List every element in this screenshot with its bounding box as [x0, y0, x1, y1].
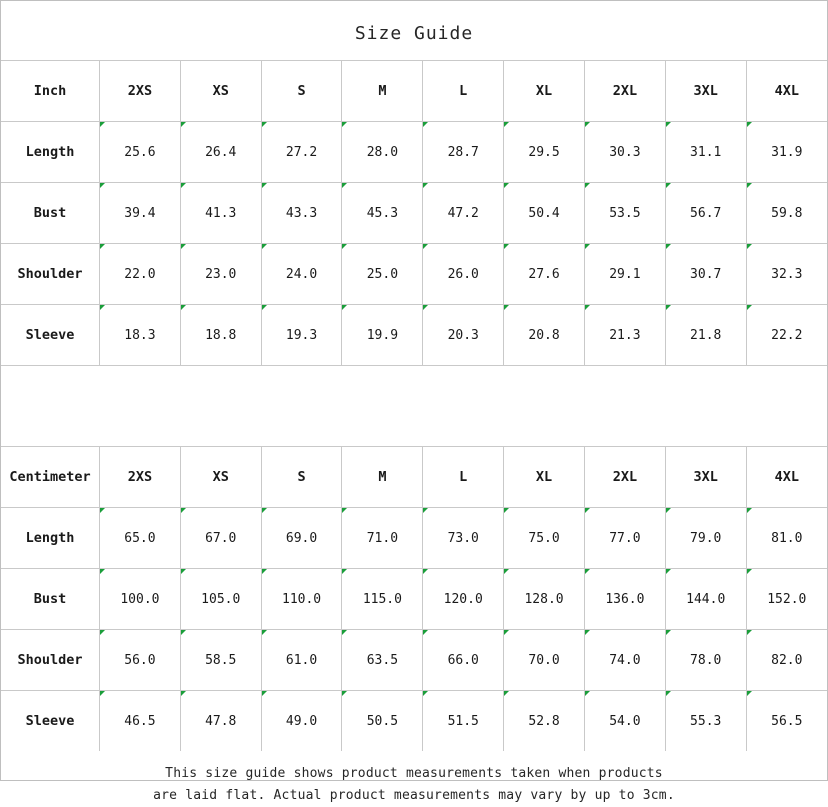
corner-mark-icon	[747, 630, 752, 635]
corner-mark-icon	[181, 244, 186, 249]
size-header-3xl: 3XL	[665, 447, 746, 508]
table-cell: 136.0	[584, 569, 665, 630]
size-header-s: S	[261, 61, 342, 122]
corner-mark-icon	[666, 122, 671, 127]
table-row	[1, 305, 827, 366]
footer-note	[1, 751, 827, 807]
corner-mark-icon	[100, 508, 105, 513]
corner-mark-icon	[181, 630, 186, 635]
table-cell: 75.0	[504, 508, 585, 569]
corner-mark-icon	[585, 691, 590, 696]
corner-mark-icon	[423, 508, 428, 513]
table-cell: 22.2	[746, 305, 827, 366]
corner-mark-icon	[423, 244, 428, 249]
table-cell: 71.0	[342, 508, 423, 569]
table-header-row	[1, 447, 827, 508]
table-cell: 50.5	[342, 691, 423, 752]
table-row	[1, 569, 827, 630]
corner-mark-icon	[666, 508, 671, 513]
table-cell: 26.4	[180, 122, 261, 183]
unit-label-centimeter: Centimeter	[1, 447, 100, 508]
corner-mark-icon	[747, 305, 752, 310]
corner-mark-icon	[262, 508, 267, 513]
corner-mark-icon	[504, 630, 509, 635]
corner-mark-icon	[181, 305, 186, 310]
table-cell: 18.3	[100, 305, 181, 366]
table-cell: 22.0	[100, 244, 181, 305]
corner-mark-icon	[585, 305, 590, 310]
table-cell: 21.3	[584, 305, 665, 366]
corner-mark-icon	[747, 122, 752, 127]
table-cell: 28.0	[342, 122, 423, 183]
size-header-l: L	[423, 61, 504, 122]
measure-label-sleeve: Sleeve	[1, 691, 100, 752]
size-table-centimeter-body	[1, 447, 827, 751]
table-cell: 144.0	[665, 569, 746, 630]
corner-mark-icon	[181, 508, 186, 513]
table-cell: 66.0	[423, 630, 504, 691]
size-header-3xl: 3XL	[665, 61, 746, 122]
measure-label-bust: Bust	[1, 569, 100, 630]
corner-mark-icon	[262, 630, 267, 635]
corner-mark-icon	[747, 569, 752, 574]
table-cell: 29.5	[504, 122, 585, 183]
corner-mark-icon	[423, 630, 428, 635]
corner-mark-icon	[181, 183, 186, 188]
table-cell: 45.3	[342, 183, 423, 244]
table-row	[1, 183, 827, 244]
corner-mark-icon	[181, 569, 186, 574]
table-cell: 39.4	[100, 183, 181, 244]
corner-mark-icon	[504, 122, 509, 127]
table-cell: 24.0	[261, 244, 342, 305]
corner-mark-icon	[100, 305, 105, 310]
corner-mark-icon	[504, 691, 509, 696]
table-cell: 77.0	[584, 508, 665, 569]
table-cell: 19.3	[261, 305, 342, 366]
measure-label-length: Length	[1, 508, 100, 569]
footer-line-1: This size guide shows product measurements taken when products	[165, 766, 663, 781]
corner-mark-icon	[262, 183, 267, 188]
corner-mark-icon	[504, 305, 509, 310]
corner-mark-icon	[423, 305, 428, 310]
corner-mark-icon	[585, 508, 590, 513]
table-cell: 56.7	[665, 183, 746, 244]
size-table-inch	[1, 61, 827, 365]
corner-mark-icon	[262, 122, 267, 127]
table-cell: 55.3	[665, 691, 746, 752]
size-header-m: M	[342, 61, 423, 122]
table-cell: 79.0	[665, 508, 746, 569]
corner-mark-icon	[423, 183, 428, 188]
table-header-row	[1, 61, 827, 122]
table-cell: 49.0	[261, 691, 342, 752]
size-header-4xl: 4XL	[746, 447, 827, 508]
corner-mark-icon	[747, 691, 752, 696]
tables-container	[1, 60, 827, 751]
table-cell: 28.7	[423, 122, 504, 183]
size-table-inch-body	[1, 61, 827, 365]
table-cell: 30.3	[584, 122, 665, 183]
table-cell: 31.9	[746, 122, 827, 183]
table-cell: 20.8	[504, 305, 585, 366]
size-header-l: L	[423, 447, 504, 508]
table-cell: 69.0	[261, 508, 342, 569]
corner-mark-icon	[100, 569, 105, 574]
measure-label-sleeve: Sleeve	[1, 305, 100, 366]
table-cell: 74.0	[584, 630, 665, 691]
table-cell: 81.0	[746, 508, 827, 569]
table-cell: 78.0	[665, 630, 746, 691]
table-cell: 26.0	[423, 244, 504, 305]
corner-mark-icon	[100, 244, 105, 249]
table-cell: 58.5	[180, 630, 261, 691]
size-header-xs: XS	[180, 447, 261, 508]
table-cell: 59.8	[746, 183, 827, 244]
table-cell: 46.5	[100, 691, 181, 752]
table-cell: 18.8	[180, 305, 261, 366]
table-cell: 73.0	[423, 508, 504, 569]
table-row	[1, 244, 827, 305]
corner-mark-icon	[747, 183, 752, 188]
corner-mark-icon	[666, 630, 671, 635]
corner-mark-icon	[504, 508, 509, 513]
corner-mark-icon	[666, 305, 671, 310]
corner-mark-icon	[585, 244, 590, 249]
table-cell: 31.1	[665, 122, 746, 183]
corner-mark-icon	[504, 244, 509, 249]
corner-mark-icon	[666, 244, 671, 249]
corner-mark-icon	[585, 630, 590, 635]
corner-mark-icon	[342, 630, 347, 635]
table-cell: 110.0	[261, 569, 342, 630]
table-cell: 29.1	[584, 244, 665, 305]
table-cell: 32.3	[746, 244, 827, 305]
table-cell: 128.0	[504, 569, 585, 630]
size-header-2xs: 2XS	[100, 61, 181, 122]
table-cell: 56.5	[746, 691, 827, 752]
table-cell: 27.6	[504, 244, 585, 305]
table-cell: 30.7	[665, 244, 746, 305]
table-cell: 115.0	[342, 569, 423, 630]
corner-mark-icon	[423, 691, 428, 696]
table-separator	[1, 365, 827, 447]
corner-mark-icon	[423, 122, 428, 127]
table-row	[1, 122, 827, 183]
corner-mark-icon	[342, 244, 347, 249]
size-header-s: S	[261, 447, 342, 508]
size-header-2xl: 2XL	[584, 447, 665, 508]
table-cell: 70.0	[504, 630, 585, 691]
footer-line-2: are laid flat. Actual product measurements may vary by up to 3cm.	[153, 788, 675, 803]
table-row	[1, 630, 827, 691]
table-cell: 100.0	[100, 569, 181, 630]
measure-label-length: Length	[1, 122, 100, 183]
table-cell: 54.0	[584, 691, 665, 752]
measure-label-bust: Bust	[1, 183, 100, 244]
corner-mark-icon	[342, 508, 347, 513]
table-cell: 61.0	[261, 630, 342, 691]
table-cell: 120.0	[423, 569, 504, 630]
corner-mark-icon	[262, 691, 267, 696]
table-cell: 105.0	[180, 569, 261, 630]
table-cell: 82.0	[746, 630, 827, 691]
corner-mark-icon	[666, 691, 671, 696]
corner-mark-icon	[342, 122, 347, 127]
corner-mark-icon	[585, 569, 590, 574]
size-table-centimeter	[1, 447, 827, 751]
table-row	[1, 691, 827, 752]
table-cell: 63.5	[342, 630, 423, 691]
table-cell: 65.0	[100, 508, 181, 569]
corner-mark-icon	[181, 122, 186, 127]
table-cell: 21.8	[665, 305, 746, 366]
corner-mark-icon	[342, 305, 347, 310]
table-cell: 152.0	[746, 569, 827, 630]
table-cell: 52.8	[504, 691, 585, 752]
table-cell: 20.3	[423, 305, 504, 366]
table-cell: 47.2	[423, 183, 504, 244]
measure-label-shoulder: Shoulder	[1, 244, 100, 305]
table-cell: 50.4	[504, 183, 585, 244]
corner-mark-icon	[504, 183, 509, 188]
table-cell: 27.2	[261, 122, 342, 183]
size-header-xs: XS	[180, 61, 261, 122]
size-header-2xl: 2XL	[584, 61, 665, 122]
size-header-xl: XL	[504, 447, 585, 508]
corner-mark-icon	[585, 183, 590, 188]
table-cell: 43.3	[261, 183, 342, 244]
table-cell: 51.5	[423, 691, 504, 752]
corner-mark-icon	[262, 569, 267, 574]
corner-mark-icon	[666, 569, 671, 574]
corner-mark-icon	[342, 569, 347, 574]
corner-mark-icon	[100, 630, 105, 635]
page-title: Size Guide	[354, 23, 474, 44]
table-cell: 53.5	[584, 183, 665, 244]
table-cell: 56.0	[100, 630, 181, 691]
corner-mark-icon	[585, 122, 590, 127]
corner-mark-icon	[747, 244, 752, 249]
corner-mark-icon	[747, 508, 752, 513]
table-cell: 19.9	[342, 305, 423, 366]
corner-mark-icon	[262, 305, 267, 310]
size-header-xl: XL	[504, 61, 585, 122]
table-cell: 25.6	[100, 122, 181, 183]
table-cell: 41.3	[180, 183, 261, 244]
corner-mark-icon	[262, 244, 267, 249]
table-cell: 67.0	[180, 508, 261, 569]
size-header-4xl: 4XL	[746, 61, 827, 122]
measure-label-shoulder: Shoulder	[1, 630, 100, 691]
corner-mark-icon	[666, 183, 671, 188]
unit-label-inch: Inch	[1, 61, 100, 122]
corner-mark-icon	[423, 569, 428, 574]
table-cell: 47.8	[180, 691, 261, 752]
corner-mark-icon	[100, 691, 105, 696]
corner-mark-icon	[100, 183, 105, 188]
size-header-2xs: 2XS	[100, 447, 181, 508]
table-row	[1, 508, 827, 569]
corner-mark-icon	[342, 183, 347, 188]
corner-mark-icon	[342, 691, 347, 696]
table-cell: 23.0	[180, 244, 261, 305]
size-header-m: M	[342, 447, 423, 508]
corner-mark-icon	[100, 122, 105, 127]
corner-mark-icon	[504, 569, 509, 574]
table-cell: 25.0	[342, 244, 423, 305]
corner-mark-icon	[181, 691, 186, 696]
